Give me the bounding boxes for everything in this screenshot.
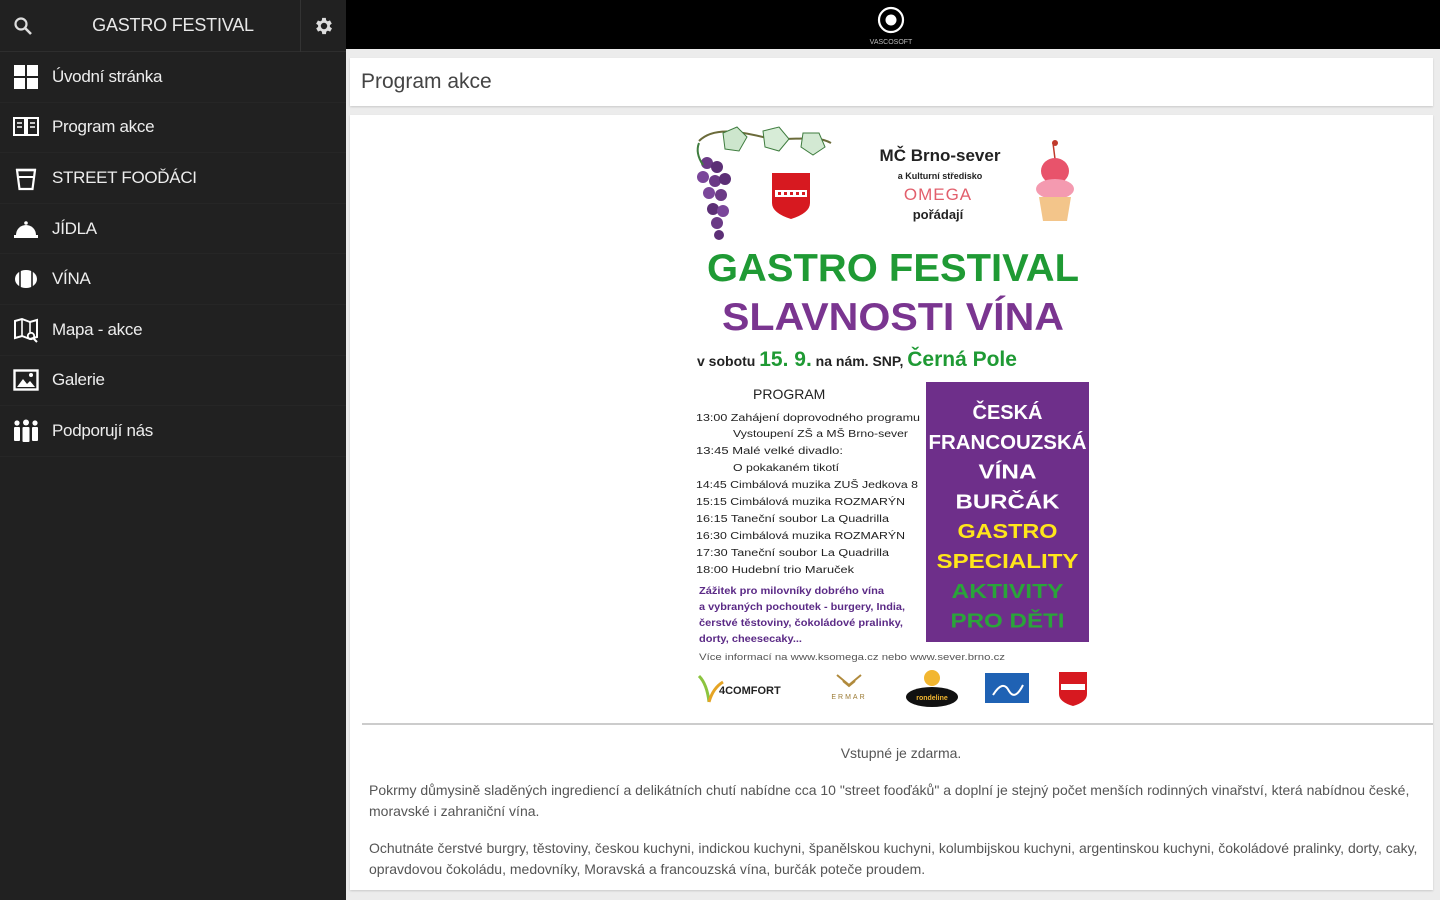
- grid-icon: [12, 63, 40, 91]
- cloche-icon: [12, 215, 40, 243]
- poster-date-line: [697, 347, 1017, 371]
- sidebar-item-map[interactable]: [0, 305, 346, 356]
- sidebar-item-sponsors[interactable]: [0, 406, 346, 457]
- program-line: 14:45 Cimbálová muzika ZUŠ Jedkova 8: [696, 480, 877, 491]
- sidebar-item-food[interactable]: [0, 204, 346, 255]
- coat-of-arms-icon: [772, 173, 810, 219]
- description-paragraph: Ochutnáte čerstvé burgry, těstoviny, českou kuchyni, indickou kuchyni, španělskou kuchyni, kolumbijskou kuchyni, argentinskou kuchyni, čokoládové pralinky, dorty, caky, opravdovou čokoládu, medovníky, Moravská a francouzská vína, burčák poteče proudem.: [369, 840, 1418, 877]
- sponsor-logo-4comfort: [699, 676, 781, 702]
- page-header-card: [350, 58, 1433, 106]
- sidebar-item-home[interactable]: [0, 52, 346, 103]
- top-app-bar: [346, 0, 1440, 49]
- poster-program-heading: PROGRAM: [753, 386, 826, 402]
- sidebar-item-program[interactable]: [0, 103, 346, 154]
- sidebar-item-label: Podporují nás: [52, 420, 154, 440]
- navigation-drawer: [0, 0, 346, 900]
- cupcake-icon: [1036, 140, 1074, 221]
- gear-icon: [313, 15, 335, 37]
- sidebar-item-street-food[interactable]: [0, 153, 346, 204]
- sponsor-label: rondeline: [916, 695, 948, 702]
- app-title: GASTRO FESTIVAL: [92, 15, 254, 35]
- sidebar-item-wines[interactable]: [0, 254, 346, 305]
- image-icon: [12, 366, 40, 394]
- sponsor-label: ERMAR: [831, 694, 867, 701]
- poster-headline-2: SLAVNOSTI VÍNA: [722, 296, 1047, 339]
- program-line: 13:45 Malé velké divadlo:: [696, 446, 843, 457]
- logo-text: VASCOSOFT: [869, 39, 913, 46]
- content-divider: [362, 723, 1433, 725]
- poster-info-line: Více informací na www.ksomega.cz nebo www.sever.brno.cz: [699, 652, 1006, 662]
- cup-icon: [12, 164, 40, 192]
- promo-line: dorty, cheesecaky...: [699, 634, 803, 645]
- entry-fee-text: Vstupné je zdarma.: [840, 745, 962, 761]
- sponsor-logo-ermar: [831, 675, 866, 701]
- poster-program-list: [696, 413, 920, 576]
- program-line: 18:00 Hudební trio Maruček: [696, 565, 856, 576]
- highlight-line: GASTRO: [957, 521, 1058, 544]
- program-line: 16:15 Taneční soubor La Quadrilla: [696, 514, 890, 525]
- sponsor-label: 4COMFORT: [719, 685, 781, 697]
- book-icon: [12, 113, 40, 141]
- poster-date-prefix: v sobotu: [697, 353, 756, 369]
- poster-date-mid: na nám. SNP,: [815, 353, 904, 369]
- people-icon: [12, 417, 40, 445]
- sidebar-item-label: Program akce: [52, 117, 155, 137]
- sponsor-logo-coat-of-arms: [1059, 672, 1087, 706]
- settings-button[interactable]: [300, 0, 346, 52]
- highlight-line: FRANCOUZSKÁ: [928, 431, 1083, 454]
- highlight-line: VÍNA: [978, 461, 1027, 484]
- event-poster[interactable]: [693, 123, 1093, 713]
- drawer-header: [0, 0, 346, 52]
- sidebar-item-label: Mapa - akce: [52, 319, 143, 339]
- sidebar-item-label: VÍNA: [52, 269, 91, 289]
- sidebar-item-label: JÍDLA: [52, 218, 97, 238]
- program-line: 15:15 Cimbálová muzika ROZMARÝN: [696, 497, 866, 508]
- sponsor-logo-brno-sever: [985, 673, 1029, 703]
- brand-logo: [861, 5, 921, 45]
- barrel-icon: [12, 265, 40, 293]
- promo-line: Zážitek pro milovníky dobrého vína: [699, 586, 885, 597]
- sponsor-logo-rondeline: [906, 670, 958, 707]
- content-card: [350, 115, 1433, 890]
- logo-icon: [875, 5, 907, 35]
- program-line: 16:30 Cimbálová muzika ROZMARÝN: [696, 531, 866, 542]
- program-line: Vystoupení ZŠ a MŠ Brno-sever: [733, 429, 877, 440]
- highlight-line: ČESKÁ: [972, 402, 1043, 424]
- sidebar-item-label: Úvodní stránka: [52, 66, 163, 86]
- poster-date: 15. 9.: [759, 348, 812, 371]
- search-icon: [13, 16, 33, 36]
- highlight-line: AKTIVITY: [951, 580, 1065, 603]
- program-line: 13:00 Zahájení doprovodného programu: [696, 413, 920, 424]
- highlight-line: PRO DĚTI: [950, 610, 1045, 633]
- map-icon: [12, 316, 40, 344]
- highlight-line: BURČÁK: [955, 491, 1043, 514]
- poster-org-line3: pořádají: [912, 207, 964, 222]
- sponsor-logos: [699, 670, 1087, 707]
- program-line: O pokakaném tikotí: [733, 463, 840, 474]
- poster-org-line1: MČ Brno-sever: [879, 146, 1001, 165]
- poster-promo: [699, 586, 905, 645]
- sidebar-item-gallery[interactable]: [0, 356, 346, 407]
- highlight-line: SPECIALITY: [936, 551, 1080, 573]
- sidebar-item-label: STREET FOOĎÁCI: [52, 167, 197, 187]
- page-title: Program akce: [361, 70, 492, 93]
- poster-place: Černá Pole: [907, 348, 1017, 371]
- poster-headline-1: GASTRO FESTIVAL: [707, 247, 1079, 290]
- poster-org-brand: OMEGA: [903, 185, 973, 204]
- program-line: 17:30 Taneční soubor La Quadrilla: [696, 548, 890, 559]
- promo-line: a vybraných pochoutek - burgery, India,: [699, 602, 906, 613]
- poster-org-line2: a Kulturní středisko: [897, 171, 983, 181]
- description-paragraph: Pokrmy důmysině sladěných ingrediencí a delikátních chutí nabídne cca 10 "street fooďáků" a doplní je stejný počet menších rodinných vinařství, která nabídnou české, moravské i zahraniční vína.: [369, 782, 1410, 819]
- search-button[interactable]: [0, 0, 46, 52]
- sidebar-item-label: Galerie: [52, 370, 105, 390]
- promo-line: čerstvé těstoviny, čokoládové pralinky,: [699, 618, 904, 629]
- grapes-icon: [697, 127, 831, 240]
